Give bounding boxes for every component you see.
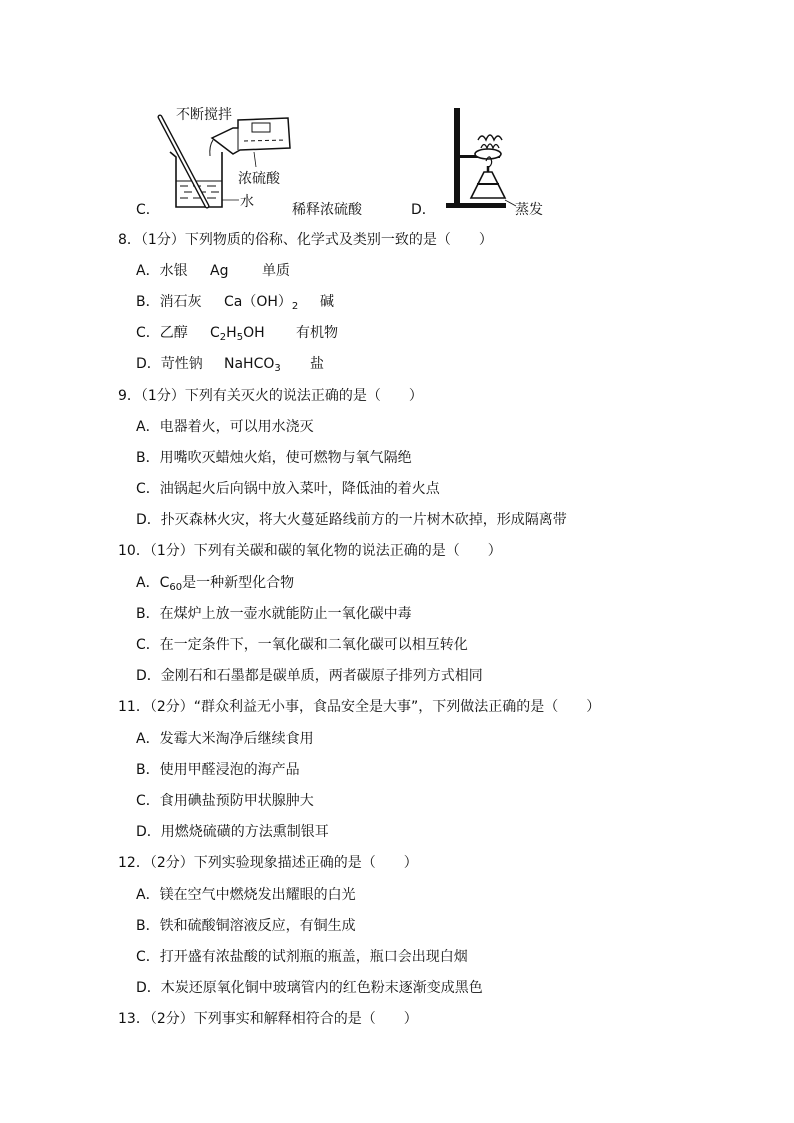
question-11-stem: 11．（2分）“群众利益无小事，食品安全是大事”，下列做法正确的是（ ）	[118, 699, 601, 715]
caption-dilute-acid: 稀释浓硫酸	[292, 202, 362, 218]
question-11-option-b: B．使用甲醛浸泡的海产品	[136, 762, 300, 778]
question-10-option-b: B．在煤炉上放一壶水就能防止一氧化碳中毒	[136, 606, 412, 622]
label-water: 水	[240, 194, 254, 210]
question-12-option-b: B．铁和硫酸铜溶液反应，有铜生成	[136, 918, 356, 934]
question-8-option-a: A．水银 Ag 单质	[136, 263, 290, 279]
question-11-option-a: A．发霉大米淘净后继续食用	[136, 731, 314, 747]
question-9-option-c: C．油锅起火后向锅中放入菜叶，降低油的着火点	[136, 481, 440, 497]
label-concentrated-acid: 浓硫酸	[238, 171, 280, 187]
question-8-option-d: D．苛性钠 NaHCO$_3$ 盐	[136, 356, 324, 374]
caption-evaporation: 蒸发	[515, 202, 543, 218]
label-stir: 不断搅拌	[176, 107, 232, 123]
question-9-option-d: D．扑灭森林火灾，将大火蔓延路线前方的一片树木砍掉，形成隔离带	[136, 512, 567, 528]
question-10-option-d: D．金刚石和石墨都是碳单质，两者碳原子排列方式相同	[136, 668, 483, 684]
question-11-option-d: D．用燃烧硫磺的方法熏制银耳	[136, 824, 329, 840]
question-8-stem: 8．（1分）下列物质的俗称、化学式及类别一致的是（ ）	[118, 232, 493, 248]
question-10-option-c: C．在一定条件下，一氧化碳和二氧化碳可以相互转化	[136, 637, 468, 653]
dilute-acid-figure	[0, 0, 794, 225]
question-8-option-c: C．乙醇 $C_2H_5OH$ 有机物	[136, 325, 338, 343]
question-9-stem: 9．（1分）下列有关灭火的说法正确的是（ ）	[118, 388, 423, 404]
question-12-option-d: D．木炭还原氧化铜中玻璃管内的红色粉末逐渐变成黑色	[136, 980, 483, 996]
question-10-stem: 10．（1分）下列有关碳和碳的氧化物的说法正确的是（ ）	[118, 543, 502, 559]
question-13-stem: 13．（2分）下列事实和解释相符合的是（ ）	[118, 1011, 418, 1027]
question-9-option-b: B．用嘴吹灭蜡烛火焰，使可燃物与氧气隔绝	[136, 450, 412, 466]
question-10-option-a: A．$C_{60}$是一种新型化合物	[136, 575, 295, 593]
question-12-stem: 12．（2分）下列实验现象描述正确的是（ ）	[118, 855, 418, 871]
option-d-letter: D．	[411, 202, 436, 218]
question-9-option-a: A．电器着火，可以用水浇灭	[136, 419, 314, 435]
question-8-option-b: B．消石灰 $Ca(OH)_2$ 碱	[136, 294, 334, 312]
question-12-option-c: C．打开盛有浓盐酸的试剂瓶的瓶盖，瓶口会出现白烟	[136, 949, 468, 965]
option-c-letter: C．	[136, 202, 160, 218]
figures-row	[0, 0, 794, 225]
question-11-option-c: C．食用碘盐预防甲状腺肿大	[136, 793, 314, 809]
question-12-option-a: A．镁在空气中燃烧发出耀眼的白光	[136, 887, 356, 903]
